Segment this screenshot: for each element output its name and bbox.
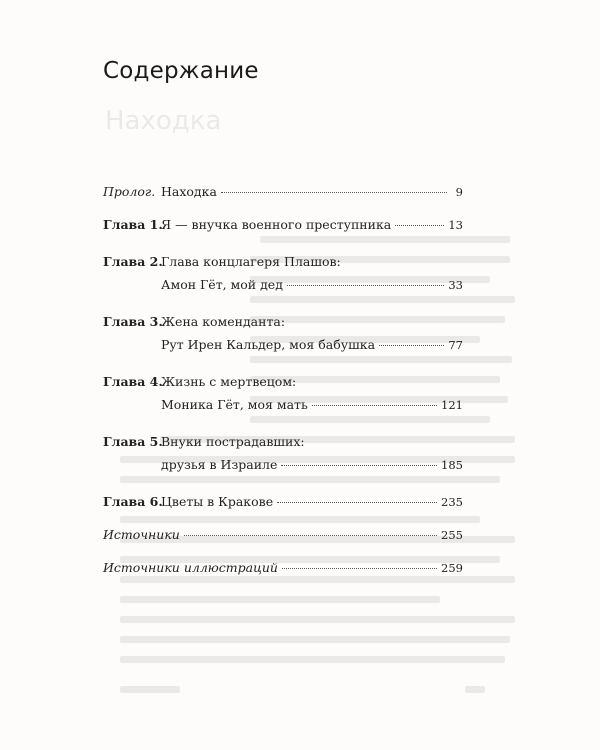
toc-entry-label: Пролог. [103,184,156,199]
dot-leader [281,464,437,466]
toc-entry-label: Глава 1. [103,217,163,232]
dot-leader [312,404,437,406]
toc-entry-subtitle: друзья в Израиле [161,457,278,472]
toc-entry-title: Находка [161,184,217,199]
toc-entry-chapter-6[interactable] [103,490,463,514]
toc-page-number: 121 [441,398,463,412]
toc-entry-sources[interactable] [103,523,463,547]
toc-entry-chapter-3[interactable] [103,310,463,357]
toc-entry-title: Цветы в Кракове [161,494,274,509]
toc-entry-title: Источники иллюстраций [103,560,278,575]
toc-entry-subtitle: Амон Гёт, мой дед [161,277,283,292]
dot-leader [184,534,437,536]
toc-entry-title: Внуки пострадавших: [161,434,305,449]
toc-entry-title: Жена коменданта: [161,314,286,329]
show-through-heading: Находка [105,106,222,136]
toc-entry-chapter-1[interactable] [103,213,463,237]
toc-entry-label: Глава 2. [103,254,163,269]
toc-entry-title: Я — внучка военного преступника [161,217,392,232]
toc-entry-label: Глава 4. [103,374,163,389]
toc-entry-chapter-2[interactable] [103,250,463,297]
dot-leader [379,344,444,346]
toc-entry-label: Глава 3. [103,314,163,329]
toc-entry-illustration-sources[interactable] [103,556,463,580]
toc-page-number: 77 [448,338,463,352]
page-title: Содержание [103,58,259,84]
toc-entry-label: Глава 5. [103,434,163,449]
dot-leader [395,224,444,226]
toc-page-number: 259 [441,561,463,575]
toc-entry-prologue[interactable] [103,180,463,204]
toc-entry-chapter-4[interactable] [103,370,463,417]
dot-leader [221,191,447,193]
table-of-contents [103,180,463,580]
dot-leader [277,501,437,503]
toc-entry-title: Жизнь с мертвецом: [161,374,297,389]
toc-page-number: 185 [441,458,463,472]
dot-leader [282,567,437,569]
toc-page-number: 235 [441,495,463,509]
toc-page-number: 13 [448,218,463,232]
toc-entry-title: Источники [103,527,180,542]
toc-page-number: 33 [448,278,463,292]
toc-page-number: 255 [441,528,463,542]
toc-entry-subtitle: Моника Гёт, моя мать [161,397,308,412]
dot-leader [287,284,444,286]
toc-page-number: 9 [455,185,463,199]
toc-entry-chapter-5[interactable] [103,430,463,477]
toc-entry-subtitle: Рут Ирен Кальдер, моя бабушка [161,337,376,352]
toc-entry-title: Глава концлагеря Плашов: [161,254,341,269]
toc-entry-label: Глава 6. [103,494,163,509]
